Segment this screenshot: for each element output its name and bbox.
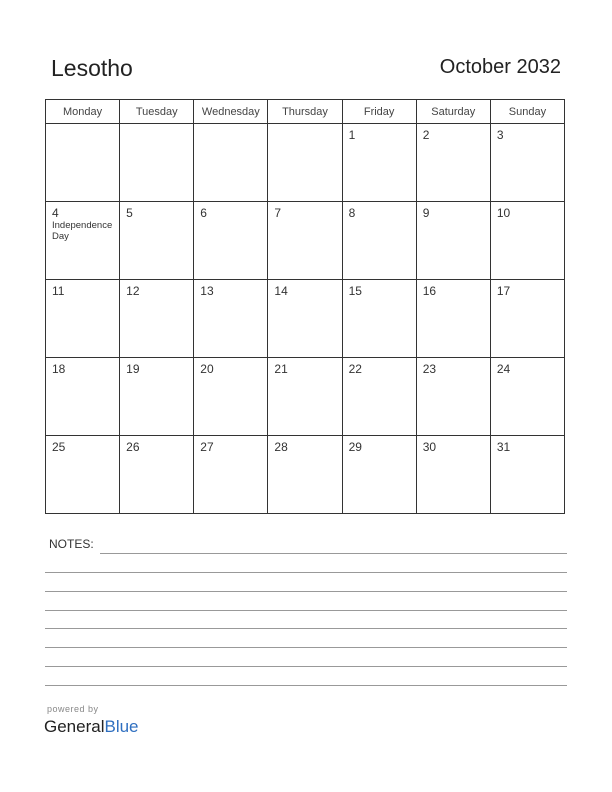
calendar-grid [45,99,565,514]
month-title: October 2032 [439,56,561,78]
day-cell [46,202,120,280]
weekday-header-row [46,100,565,124]
day-cell [342,202,416,280]
day-number: 23 [422,362,437,376]
day-cell [416,124,490,202]
day-cell [416,358,490,436]
day-number: 21 [274,362,288,376]
day-number: 30 [422,440,437,454]
day-number: 9 [422,206,430,220]
day-cell [268,358,342,436]
day-number: 26 [126,440,140,454]
holiday-label: Independence Day [52,220,113,242]
note-line [45,647,567,648]
day-number: 31 [496,440,511,454]
day-number: 24 [496,362,511,376]
day-cell [120,280,194,358]
day-cell [46,358,120,436]
day-cell [268,124,342,202]
day-number: 8 [348,206,356,220]
note-line [45,628,567,629]
weekday-header: Tuesday [120,100,194,124]
day-number: 20 [200,362,214,376]
day-number: 17 [496,284,511,298]
day-number: 5 [126,206,133,220]
day-cell [342,280,416,358]
note-line [45,572,567,573]
day-cell [342,358,416,436]
note-line [45,610,567,611]
week-row [46,280,565,358]
day-cell [342,124,416,202]
day-cell [490,280,564,358]
day-number: 3 [496,128,504,142]
day-number: 25 [52,440,66,454]
note-line [45,591,567,592]
day-number: 29 [348,440,362,454]
day-number: 1 [348,128,356,142]
day-number: 15 [348,284,362,298]
day-cell [268,202,342,280]
day-number: 10 [496,206,511,220]
day-cell [194,280,268,358]
day-number: 12 [126,284,140,298]
day-number: 16 [422,284,437,298]
day-cell [194,124,268,202]
day-cell [46,124,120,202]
week-row [46,436,565,514]
powered-by-text: powered by [47,704,99,714]
day-number: 18 [52,362,66,376]
day-number: 14 [274,284,288,298]
weekday-header: Thursday [268,100,342,124]
weekday-header: Friday [342,100,416,124]
day-cell [268,436,342,514]
week-row [46,124,565,202]
note-line [45,666,567,667]
day-cell [194,358,268,436]
day-cell [46,280,120,358]
day-number: 27 [200,440,214,454]
weekday-header: Wednesday [194,100,268,124]
weekday-header: Sunday [490,100,564,124]
day-cell [268,280,342,358]
note-line [100,553,567,554]
day-cell [120,124,194,202]
day-cell [490,202,564,280]
week-row [46,358,565,436]
weekday-header: Monday [46,100,120,124]
day-number: 11 [52,284,65,298]
brand-general: General [44,717,105,736]
day-cell [490,358,564,436]
notes-label: NOTES: [49,537,94,551]
day-cell [46,436,120,514]
weekday-header: Saturday [416,100,490,124]
day-number: 13 [200,284,214,298]
day-number: 6 [200,206,207,220]
day-cell [194,436,268,514]
day-cell [416,280,490,358]
country-title: Lesotho [51,55,133,81]
day-cell [120,436,194,514]
day-cell [342,436,416,514]
day-cell [120,358,194,436]
brand-blue: Blue [104,717,139,736]
week-row [46,202,565,280]
day-number: 4 [52,206,59,220]
day-number: 7 [274,206,282,220]
generalblue-logo [44,717,139,737]
day-number: 28 [274,440,288,454]
day-number: 19 [126,362,140,376]
note-line [45,685,567,686]
day-cell [416,436,490,514]
day-cell [120,202,194,280]
day-cell [416,202,490,280]
day-cell [490,124,564,202]
day-cell [490,436,564,514]
day-number: 22 [348,362,362,376]
day-number: 2 [422,128,430,142]
day-cell [194,202,268,280]
